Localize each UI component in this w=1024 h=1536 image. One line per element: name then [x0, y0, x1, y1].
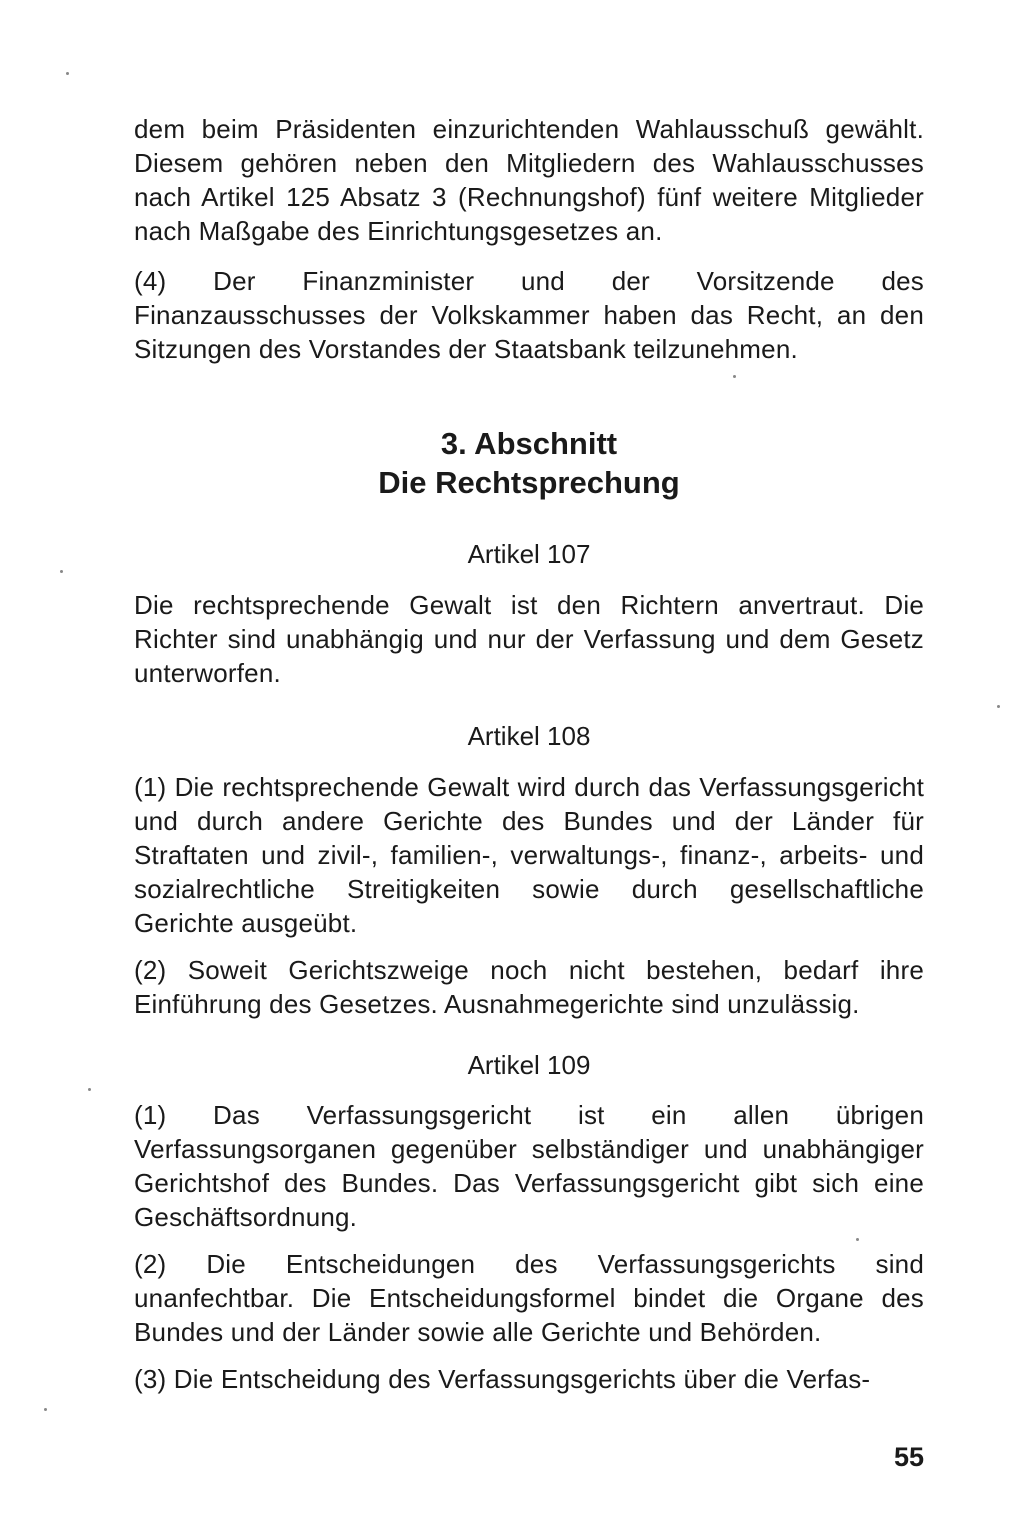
scan-speck: [733, 375, 736, 378]
article-109-para-2: [134, 1247, 924, 1349]
scan-speck: [66, 72, 69, 75]
paragraph-text: (1) Die rechtsprechende Gewalt wird durch das Verfassungsgericht und durch andere Gerichte des Bundes und der Länder für Straftaten und zivil-, familien-, verwaltungs-, finanz-, arbeits- und sozialrechtliche Streitigkeiten sowie durch gesellschaftliche Gerichte ausgeübt.: [134, 772, 924, 938]
article-108-para-1: [134, 770, 924, 940]
scan-speck: [88, 1088, 91, 1091]
scan-speck: [997, 705, 1000, 708]
article-107-body: [134, 588, 924, 690]
paragraph-text: (2) Soweit Gerichtszweige noch nicht bestehen, bedarf ihre Einführung des Gesetzes. Ausnahmegerichte sind unzulässig.: [134, 955, 924, 1019]
scan-speck: [44, 1408, 47, 1411]
article-109-para-1: [134, 1098, 924, 1234]
article-107-title: Artikel 107: [467, 539, 591, 569]
paragraph-text: (4) Der Finanzminister und der Vorsitzende des Finanzausschusses der Volkskammer haben das Recht, an den Sitzungen des Vorstandes der Staatsbank teilzunehmen.: [134, 266, 924, 364]
paragraph-continuation: [134, 112, 924, 248]
paragraph-4: [134, 264, 924, 366]
article-109-para-3: [134, 1362, 924, 1396]
paragraph-text: Die rechtsprechende Gewalt ist den Richtern anvertraut. Die Richter sind unabhängig und nur der Verfassung und dem Gesetz unterworfen.: [134, 590, 924, 688]
section-number: 3. Abschnitt: [440, 426, 618, 461]
paragraph-text: (2) Die Entscheidungen des Verfassungsgerichts sind unanfechtbar. Die Entscheidungsformel bindet die Organe des Bundes und der Länder sowie alle Gerichte und Behörden.: [134, 1249, 924, 1347]
article-109-title: Artikel 109: [467, 1050, 591, 1080]
scan-speck: [856, 1238, 859, 1241]
article-108-para-2: [134, 953, 924, 1021]
paragraph-text: dem beim Präsidenten einzurichtenden Wahlausschuß gewählt. Diesem gehören neben den Mitgliedern des Wahlausschusses nach Artikel 125 Absatz 3 (Rechnungshof) fünf weitere Mitglieder nach Maßgabe des Einrichtungsgesetzes an.: [134, 114, 924, 246]
paragraph-text: (1) Das Verfassungsgericht ist ein allen übrigen Verfassungsorganen gegenüber selbständiger und unabhängiger Gerichtshof des Bundes. Das Verfassungsgericht gibt sich eine Geschäftsordnung.: [134, 1100, 924, 1232]
page-number: 55: [893, 1442, 924, 1472]
paragraph-text: (3) Die Entscheidung des Verfassungsgerichts über die Verfas-: [134, 1364, 871, 1394]
article-108-title: Artikel 108: [467, 721, 591, 751]
scan-speck: [60, 570, 63, 573]
section-title: Die Rechtsprechung: [378, 465, 680, 500]
